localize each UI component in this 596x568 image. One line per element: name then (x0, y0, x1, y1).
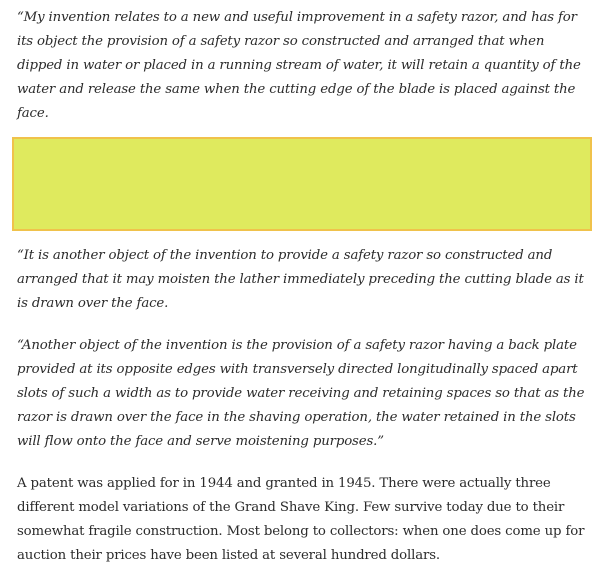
article-content (17, 6, 593, 568)
article-paragraph: A patent was applied for in 1944 and granted in 1945. There were actually three different model variations of the Grand Shave King. Few survive today due to their somewhat fragile construction. Most belong to collectors: when one does come up for auction their prices have been listed at several hundred dollars. (17, 476, 585, 563)
ad-placeholder[interactable] (12, 137, 592, 231)
patent-quote-1: “My invention relates to a new and useful improvement in a safety razor, and has for its object the provision of a safety razor so constructed and arranged that when dipped in water or placed in a running stream of water, it will retain a quantity of the water and release the same when the cutting edge of the blade is placed against the face. (17, 10, 581, 121)
patent-quote-3: “Another object of the invention is the provision of a safety razor having a back plate provided at its opposite edges with transversely directed longitudinally spaced apart slots of such a width as to provide water receiving and retaining spaces so that as the razor is drawn over the face in the shaving operation, the water retained in the slots will flow onto the face and serve moistening purposes.” (17, 338, 585, 449)
patent-quote-2: “It is another object of the invention to provide a safety razor so constructed and arranged that it may moisten the lather immediately preceding the cutting blade as it is drawn over the face. (17, 248, 584, 311)
